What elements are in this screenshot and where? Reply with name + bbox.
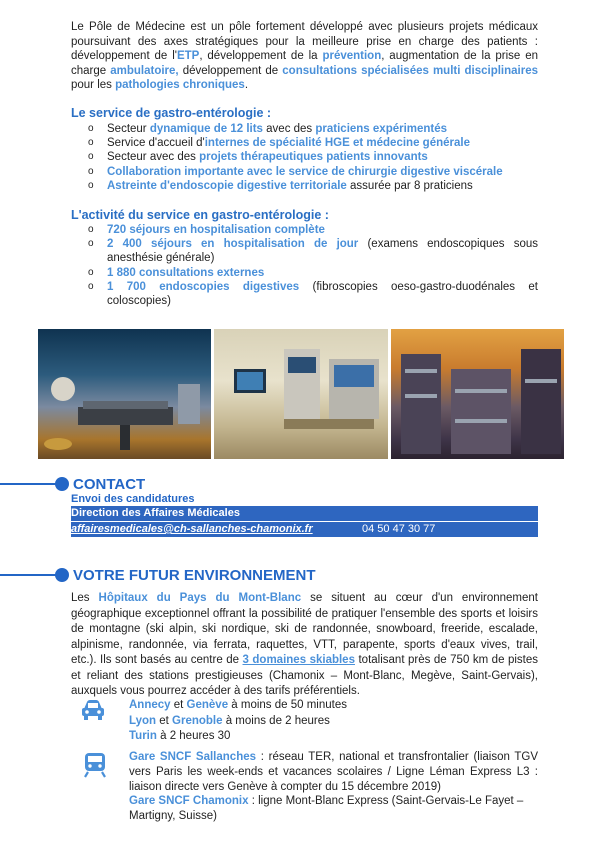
service-title: Le service de gastro-entérologie : — [71, 106, 272, 120]
contact-direction: Direction des Affaires Médicales — [71, 507, 240, 519]
rail-item: Gare SNCF Chamonix : ligne Mont-Blanc Express (Saint-Gervais-Le Fayet – Martigny, Suisse) — [129, 795, 524, 823]
section-dot — [55, 477, 69, 491]
storage-room-photo — [391, 329, 564, 459]
endoscopy-room-photo — [214, 329, 387, 459]
contact-sub: Envoi des candidatures — [71, 493, 195, 505]
contact-title: CONTACT — [73, 475, 146, 493]
section-dot — [55, 568, 69, 582]
list-item: o Secteur dynamique de 12 lits avec des praticiens expérimentés — [88, 122, 538, 136]
list-item: o 2 400 séjours en hospitalisation de jour (examens endoscopiques sous anesthésie générale) — [88, 237, 538, 265]
activite-title: L'activité du service en gastro-entérologie : — [71, 208, 329, 222]
list-item: o 1 700 endoscopies digestives (fibroscopies oeso-gastro-duodénales et coloscopies) — [88, 280, 538, 308]
rail-list — [129, 750, 538, 824]
road-item: Annecy et Genève à moins de 50 minutes — [129, 699, 347, 711]
operating-room-photo — [38, 329, 211, 459]
list-item: o 1 880 consultations externes — [88, 266, 538, 280]
rail-item: Gare SNCF Sallanches : réseau TER, national et transfrontalier (liaison TGV vers Paris les week-ends et vacances scolaires / Ligne Léman Express L3 : liaison directe vers Genève à compter du 15 décembre 2019) — [129, 751, 539, 793]
photo-strip — [38, 329, 564, 459]
list-item: o Service d'accueil d'internes de spécialité HGE et médecine générale — [88, 136, 538, 150]
list-item: o Astreinte d'endoscopie digestive territoriale assurée par 8 praticiens — [88, 179, 538, 193]
contact-email-row — [71, 522, 538, 537]
contact-direction-row — [71, 506, 538, 521]
env-paragraph: Les Hôpitaux du Pays du Mont-Blanc se situent au cœur d'un environnement géographique exceptionnel offrant la possibilité de pratiquer l'ensemble des sports et loisirs de montagne (ski alpin, ski nordique, ski de randonnée, snowboard, freeride, escalade, alpinisme, randonnée, via ferrata, raquettes, VTT, parapente, sports d'eaux vives, trail, etc.). Ils sont basés au centre de 3 domaines skiables totalisant près de 750 km de pistes et reliant des stations prestigieuses (Chamonix – Mont-Blanc, Megève, Saint-Gervais), auxquels vous pourrez accéder à des tarifs préférentiels. — [71, 592, 538, 697]
contact-email-link[interactable]: affairesmedicales@ch-sallanches-chamonix.fr — [71, 523, 313, 535]
activite-list — [88, 223, 538, 308]
intro-paragraph: Le Pôle de Médecine est un pôle fortement développé avec plusieurs projets médicaux poursuivant des axes stratégiques pour la meilleure prise en charge des patients : développement de l'ETP, développement de la prévention, augmentation de la prise en charge ambulatoire, développement de consultations spécialisées multi disciplinaires pour les pathologies chroniques. — [71, 21, 538, 92]
contact-header — [55, 474, 145, 494]
car-icon — [80, 698, 106, 722]
list-item: o Secteur avec des projets thérapeutiques patients innovants — [88, 150, 538, 164]
env-title: VOTRE FUTUR ENVIRONNEMENT — [73, 566, 316, 584]
list-item: o Collaboration importante avec le service de chirurgie digestive viscérale — [88, 165, 538, 179]
list-item: o 720 séjours en hospitalisation complète — [88, 223, 538, 237]
train-icon — [82, 752, 108, 776]
env-header — [55, 565, 316, 585]
env-rule — [0, 574, 58, 576]
road-item: Turin à 2 heures 30 — [129, 730, 231, 742]
contact-rule — [0, 483, 58, 485]
service-list — [88, 122, 538, 193]
contact-phone: 04 50 47 30 77 — [362, 523, 436, 535]
road-list — [129, 698, 347, 745]
road-item: Lyon et Grenoble à moins de 2 heures — [129, 714, 330, 727]
